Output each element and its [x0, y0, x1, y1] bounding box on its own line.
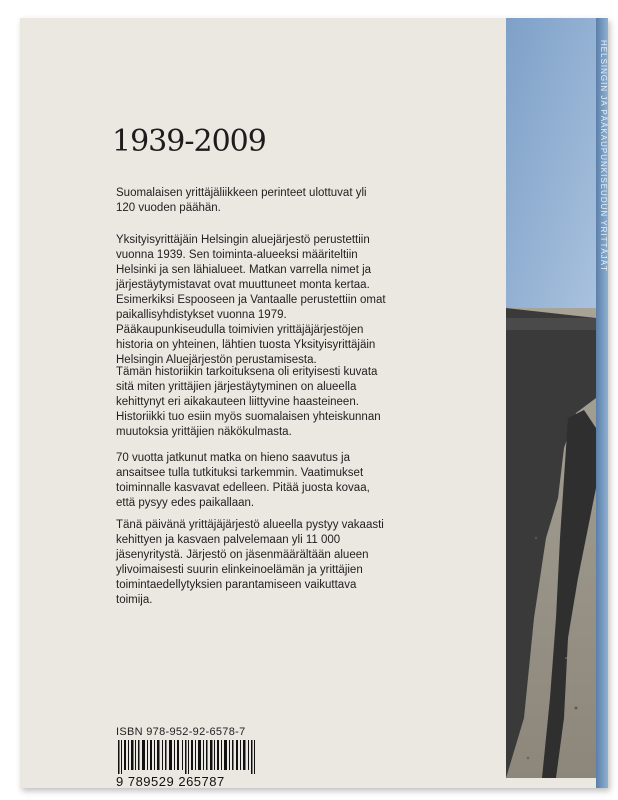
paragraph-intro: Suomalaisen yrittäjäliikkeen perinteet ulottuvat yli 120 vuoden päähän. [116, 187, 367, 214]
paragraph-purpose: Tämän historiikin tarkoituksena oli erityisesti kuvata sitä miten yrittäjien järjestäytyminen on alueella kehittynyt eri aikakauteen liittyvine haasteineen. Historiikki tuo esiin myös suomalaisen yhteiskunnan muutoksia yrittäjien näkökulmasta. [116, 366, 381, 438]
book-back-cover [20, 18, 608, 788]
cover-photo [506, 18, 596, 778]
spine-title: HELSINGIN JA PÄÄKAUPUNKISEUDUN YRITTÄJÄT [599, 40, 608, 272]
year-range-title: 1939-2009 [112, 124, 266, 159]
barcode-number: 9 789529 265787 [116, 774, 225, 789]
paragraph-journey: 70 vuotta jatkunut matka on hieno saavutus ja ansaitsee tulla tutkituksi tarkemmin. Vaatimukset toiminnalle kasvavat edelleen. Pitää juosta kovaa, että pysyy edes paikallaan. [116, 452, 370, 509]
paragraph-today: Tänä päivänä yrittäjäjärjestö alueella pystyy vakaasti kehittyen ja kasvaen palvelemaan yli 11 000 jäsenyritystä. Järjestö on jäsenmäärältään alueen ylivoimaisesti suurin elinkeinoelämän ja yrittäjien toimintaedellytyksien parantamiseen vaikuttava toimija. [116, 519, 384, 606]
barcode [116, 740, 264, 774]
paragraph-history: Yksityisyrittäjäin Helsingin aluejärjestö perustettiin vuonna 1939. Sen toiminta-alueeksi määriteltiin Helsinki ja sen lähialueet. Matkan varrella nimet ja järjestäytymistavat ovat muuttuneet monta kertaa. Esimerkiksi Espooseen ja Vantaalle perustettiin omat paikallisyhdistykset vuonna 1979. Pääkaupunkiseudulla toimivien yrittäjäjärjestöjen historia on yhteinen, lähtien tuosta Yksityisyrittäjäin Helsingin Aluejärjestön perustamisesta. [116, 234, 386, 366]
isbn-label: ISBN 978-952-92-6578-7 [116, 726, 246, 738]
